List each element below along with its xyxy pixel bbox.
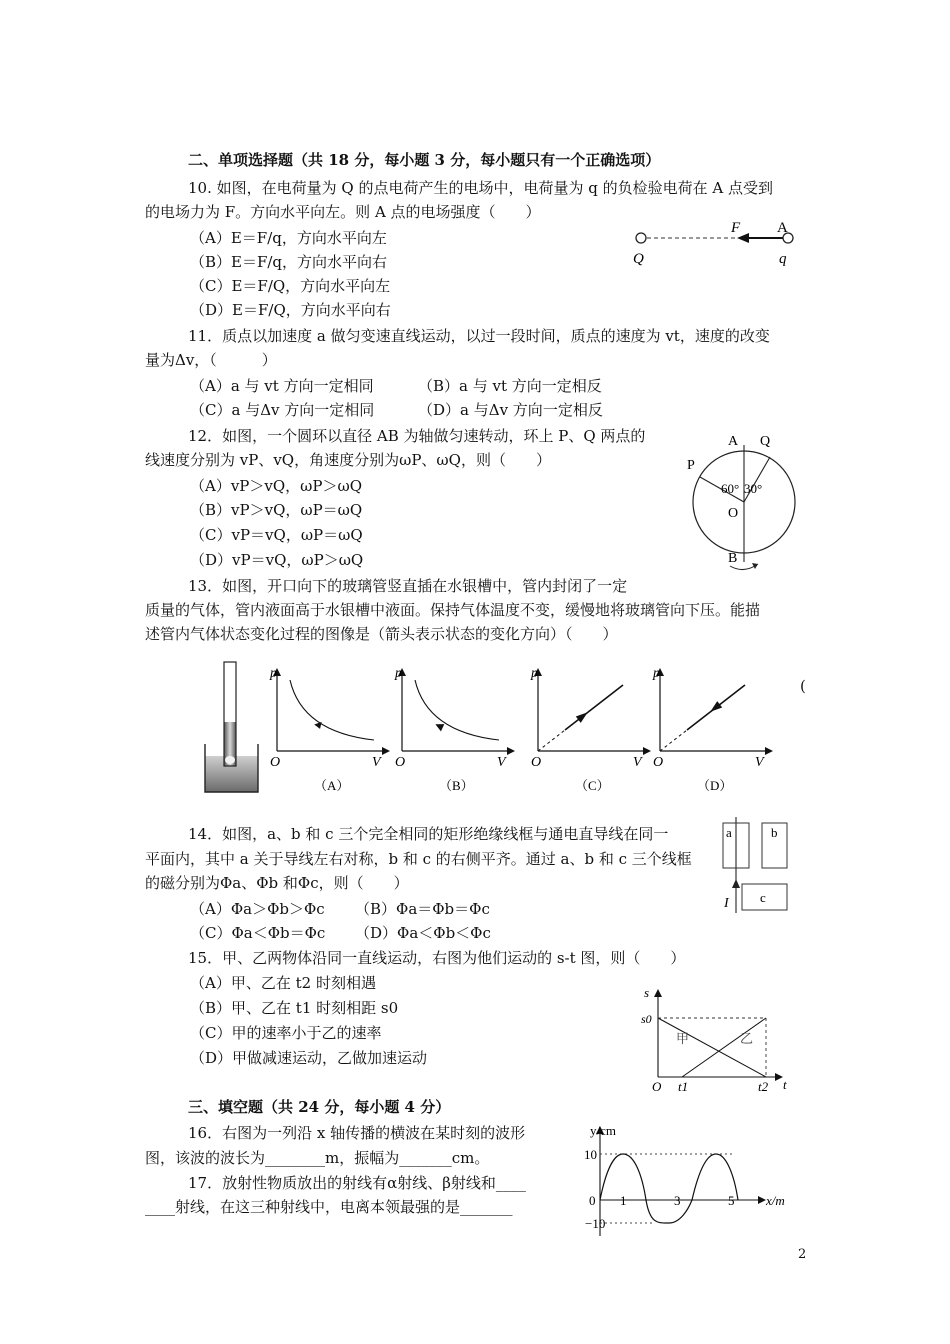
q17-line1: 17．放射性物质放出的射线有α射线、β射线和____ — [188, 1174, 526, 1192]
q13a-V: V — [372, 755, 381, 770]
q10-fig-F: F — [731, 220, 741, 236]
q11-line2: 量为Δv，（ ） — [145, 351, 277, 369]
q13-line2: 质量的气体，管内液面高于水银槽中液面。保持气体温度不变，缓慢地将玻璃管向下压。能描 — [145, 601, 761, 619]
q10-option-a: （A）E＝F/q，方向水平向左 — [190, 229, 387, 247]
q12-line1: 12．如图，一个圆环以直径 AB 为轴做匀速转动，环上 P、Q 两点的 — [188, 427, 646, 445]
q15-fig-O: O — [652, 1079, 662, 1094]
q12-fig-Q: Q — [760, 434, 771, 449]
q12-fig-angle60: 60° — [721, 481, 740, 496]
q15-fig-t: t — [783, 1077, 787, 1092]
q15-fig-s: s — [644, 985, 650, 1000]
q13-graph-b — [387, 660, 522, 795]
q10-fig-q: q — [779, 251, 787, 267]
q10-fig-A: A — [777, 220, 788, 236]
q13c-O: O — [531, 755, 542, 770]
q12-fig-A: A — [728, 434, 739, 449]
q11-option-b: （B）a 与 vt 方向一定相反 — [418, 377, 602, 395]
q13-graph-d — [645, 660, 780, 795]
q13c-label: （C） — [575, 778, 610, 793]
q12-ring-figure — [680, 430, 810, 575]
section2-heading: 二、单项选择题（共 18 分，每小题 3 分，每小题只有一个正确选项） — [188, 151, 661, 169]
q12-line2: 线速度分别为 vP、vQ，角速度分别为ωP、ωQ，则（ ） — [145, 451, 551, 469]
q15-fig-s0: s0 — [641, 1012, 652, 1026]
q10-option-b: （B）E＝F/q，方向水平向右 — [190, 253, 388, 271]
q13-stray-paren: ( — [800, 677, 806, 695]
q12-fig-B: B — [728, 551, 738, 566]
q12-option-c: （C）vP＝vQ，ωP＝ωQ — [190, 526, 363, 544]
q13b-p: p — [395, 666, 402, 681]
q13c-p: p — [531, 666, 538, 681]
q15-option-d: （D）甲做减速运动，乙做加速运动 — [190, 1049, 428, 1067]
q10-fig-Q: Q — [633, 251, 644, 267]
q11-option-a: （A）a 与 vt 方向一定相同 — [190, 377, 374, 395]
q15-option-a: （A）甲、乙在 t2 时刻相遇 — [190, 974, 376, 992]
q12-option-d: （D）vP＝vQ，ωP＞ωQ — [190, 551, 364, 569]
q13d-V: V — [755, 755, 764, 770]
q16-fig-3: 3 — [674, 1193, 681, 1208]
q13d-label: （D） — [697, 778, 733, 793]
q12-fig-angle30: 30° — [744, 481, 763, 496]
q10-line2: 的电场力为 F。方向水平向左。则 A 点的电场强度（ ） — [145, 203, 541, 221]
q14-figure — [715, 815, 800, 915]
q13-line3: 述管内气体状态变化过程的图像是（箭头表示状态的变化方向）（ ） — [145, 625, 618, 643]
q13-line1: 13．如图，开口向下的玻璃管竖直插在水银槽中，管内封闭了一定 — [188, 577, 628, 595]
q16-wave-graph — [582, 1120, 797, 1240]
q11-line1: 11．质点以加速度 a 做匀变速直线运动，以过一段时间，质点的速度为 vt，速度的改变 — [188, 327, 770, 345]
q10-line1: 10. 如图，在电荷量为 Q 的点电荷产生的电场中，电荷量为 q 的负检验电荷在 A 点受到 — [188, 179, 773, 197]
q13a-label: （A） — [314, 778, 350, 793]
q13-graph-a — [262, 660, 397, 795]
q14-line3: 的磁分别为Φa、Φb 和Φc，则（ ） — [145, 874, 409, 892]
q15-fig-t2: t2 — [758, 1079, 769, 1094]
q16-fig-10: 10 — [584, 1147, 597, 1162]
q16-fig-neg10: −10 — [585, 1216, 606, 1231]
q14-option-c: （C）Φa＜Φb＝Φc — [190, 924, 326, 942]
q10-figure — [625, 215, 805, 270]
q14-fig-I: I — [724, 896, 729, 911]
q14-option-a: （A）Φa＞Φb＞Φc — [190, 900, 325, 918]
section3-heading: 三、填空题（共 24 分，每小题 4 分） — [188, 1098, 451, 1116]
q17-line2: ____射线，在这三种射线中，电离本领最强的是_______ — [145, 1198, 513, 1216]
q15-option-b: （B）甲、乙在 t1 时刻相距 s0 — [190, 999, 399, 1017]
q13a-p: p — [270, 666, 277, 681]
q12-fig-P: P — [687, 458, 695, 473]
q11-option-d: （D）a 与Δv 方向一定相反 — [418, 401, 603, 419]
q14-fig-c: c — [760, 890, 766, 905]
q16-fig-0: 0 — [589, 1193, 596, 1208]
q13b-O: O — [395, 755, 406, 770]
q13d-p: p — [653, 666, 660, 681]
q13d-O: O — [653, 755, 664, 770]
q12-fig-O: O — [728, 506, 739, 521]
q15-fig-t1: t1 — [678, 1079, 689, 1094]
q11-option-c: （C）a 与Δv 方向一定相同 — [190, 401, 375, 419]
page-number: 2 — [798, 1247, 807, 1262]
q14-option-b: （B）Φa＝Φb＝Φc — [355, 900, 490, 918]
q15-option-c: （C）甲的速率小于乙的速率 — [190, 1024, 382, 1042]
q16-fig-5: 5 — [728, 1193, 735, 1208]
q13-graph-c — [523, 660, 658, 795]
q12-option-a: （A）vP＞vQ，ωP＞ωQ — [190, 477, 363, 495]
q14-option-d: （D）Φa＜Φb＜Φc — [355, 924, 491, 942]
q15-st-graph — [640, 985, 795, 1095]
q16-fig-ylabel: y/cm — [590, 1123, 616, 1138]
q16-fig-xlabel: x/m — [766, 1193, 785, 1208]
q16-fig-1: 1 — [620, 1193, 627, 1208]
q16-line1: 16．右图为一列沿 x 轴传播的横波在某时刻的波形 — [188, 1124, 526, 1142]
q13b-label: （B） — [439, 778, 474, 793]
q15-fig-jia: 甲 — [676, 1031, 690, 1046]
q10-option-c: （C）E＝F/Q，方向水平向左 — [190, 277, 391, 295]
q14-fig-b: b — [771, 825, 778, 840]
q14-line1: 14．如图，a、b 和 c 三个完全相同的矩形绝缘线框与通电直导线在同一 — [188, 825, 669, 843]
q15-fig-yi: 乙 — [740, 1031, 754, 1046]
q16-line2: 图，该波的波长为________m，振幅为_______cm。 — [145, 1149, 490, 1167]
q13-tube-figure — [200, 660, 265, 795]
q12-option-b: （B）vP＞vQ，ωP＝ωQ — [190, 501, 363, 519]
q13b-V: V — [497, 755, 506, 770]
q14-line2: 平面内，其中 a 关于导线左右对称，b 和 c 的右侧平齐。通过 a、b 和 c 三个线框 — [145, 850, 692, 868]
q13a-O: O — [270, 755, 281, 770]
q13c-V: V — [633, 755, 642, 770]
q15-line1: 15．甲、乙两物体沿同一直线运动，右图为他们运动的 s-t 图，则（ ） — [188, 949, 686, 967]
q10-option-d: （D）E＝F/Q，方向水平向右 — [190, 301, 391, 319]
q14-fig-a: a — [726, 825, 732, 840]
